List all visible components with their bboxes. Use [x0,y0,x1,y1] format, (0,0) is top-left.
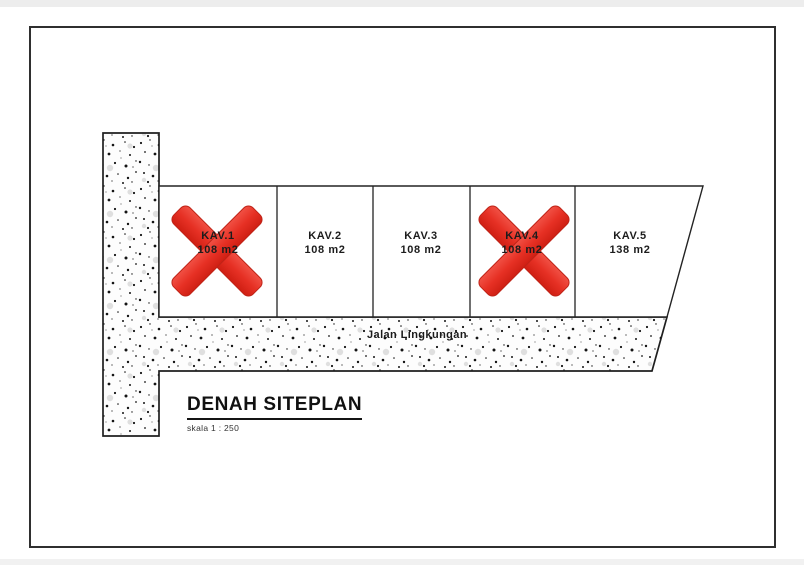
plot-label-kav3 [366,229,476,257]
plot-label-kav5 [575,229,685,257]
plot-id: KAV.1 [201,230,235,242]
drawing-title: DENAH SITEPLAN [187,394,362,420]
title-block [187,394,362,433]
plot-label-kav1 [163,229,273,257]
plot-area: 108 m2 [197,244,239,256]
plot-area: 108 m2 [501,244,543,256]
plot-id: KAV.2 [308,230,342,242]
plot-area: 108 m2 [304,244,346,256]
plot-id: KAV.5 [613,230,647,242]
plot-label-kav4 [467,229,577,257]
plot-area: 138 m2 [609,244,651,256]
plot-label-kav2 [270,229,380,257]
road-label: Jalan Lingkungan [367,329,467,341]
scale-note: skala 1 : 250 [187,423,240,433]
plot-id: KAV.4 [505,230,539,242]
plot-id: KAV.3 [404,230,438,242]
plot-area: 108 m2 [400,244,442,256]
